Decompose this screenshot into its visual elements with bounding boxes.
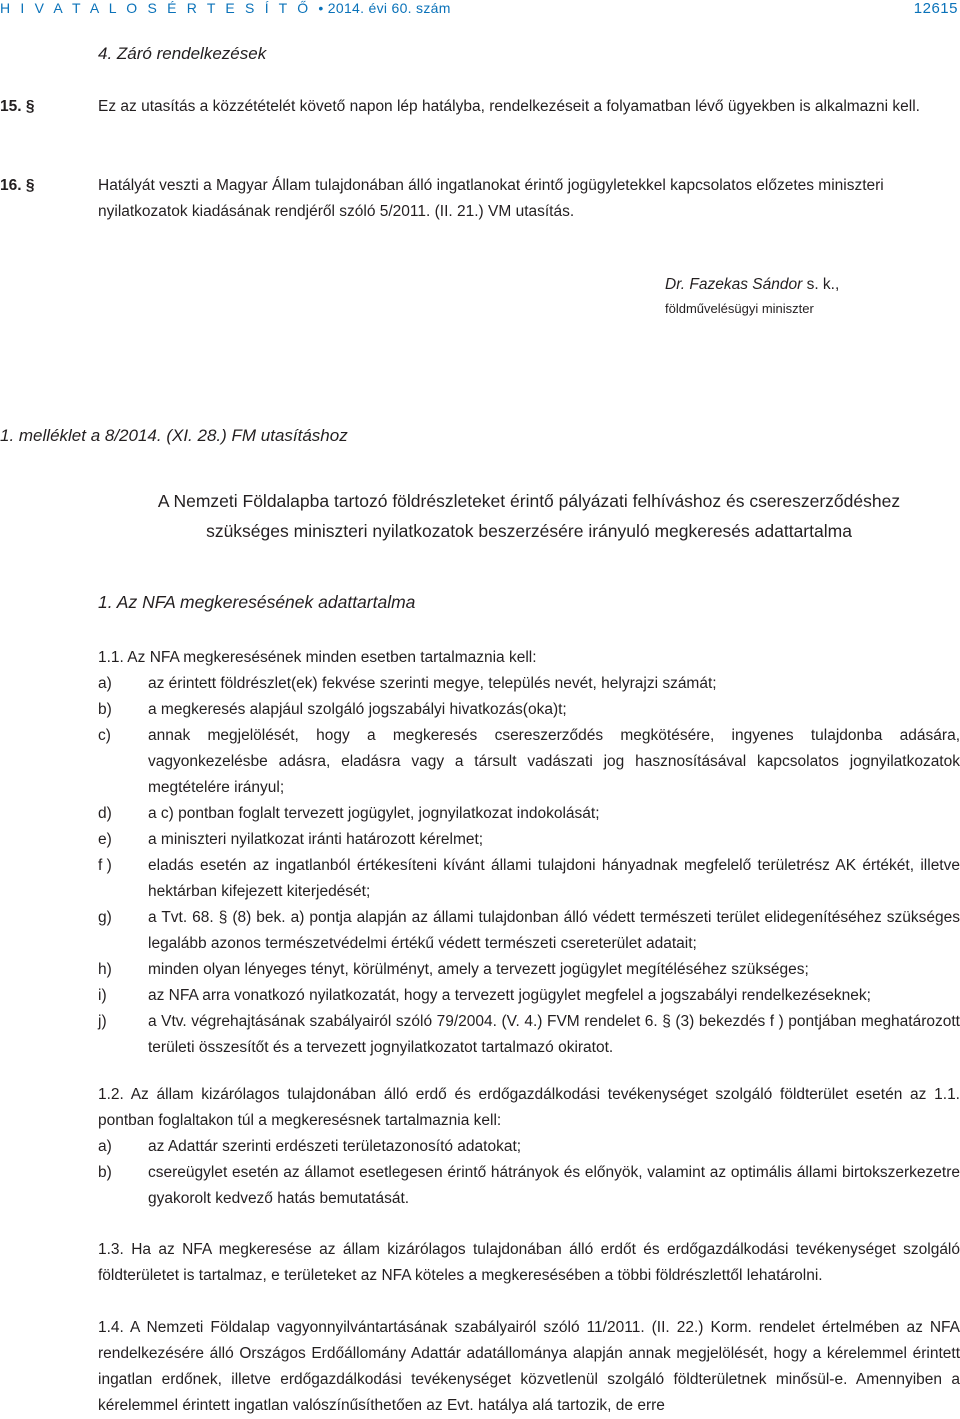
list-item: [98, 853, 960, 905]
list-item-label: g): [98, 909, 112, 926]
paragraph-1-2-intro: 1.2. Az állam kizárólagos tulajdonában álló erdő és erdőgazdálkodási tevékenységet szolgáló földterület esetén az 1.1. pontban foglaltakon túl a megkeresésnek tartalmaznia kell:: [98, 1086, 960, 1129]
list-item: [98, 697, 960, 723]
section-text: Hatályát veszti a Magyar Állam tulajdonában álló ingatlanokat érintő jogügyletekkel kapcsolatos előzetes miniszteri nyilatkozatok kiadásának rendjéről szóló 5/2011. (II. 21.) VM utasítás.: [98, 177, 884, 220]
list-item-label: h): [98, 961, 112, 978]
list-item-text: eladás esetén az ingatlanból értékesíteni kívánt állami tulajdoni hányadnak megfelelő területrész AK értékét, illetve hektárban kifejezett kiterjedését;: [148, 857, 960, 900]
list-item-text: a megkeresés alapjául szolgáló jogszabályi hivatkozás(oka)t;: [148, 701, 567, 718]
journal-header: [0, 0, 451, 16]
document-title: [98, 486, 960, 546]
list-item: [98, 983, 960, 1009]
document-title-line-2: szükséges miniszteri nyilatkozatok beszerzésére irányuló megkeresés adattartalma: [206, 521, 852, 541]
list-item-label: b): [98, 701, 112, 718]
list-item-text: a Tvt. 68. § (8) bek. a) pontja alapján az állami tulajdonban álló védett természeti terület elidegenítéséhez szükséges legalább azonos természetvédelmi értékű védett természeti csereterület adatait;: [148, 909, 960, 952]
list-item-label: a): [98, 675, 112, 692]
list-item-label: i): [98, 987, 107, 1004]
list-item-label: a): [98, 1138, 112, 1155]
list-item: [98, 905, 960, 957]
signatory-suffix: s. k.,: [802, 276, 840, 293]
list-item: [98, 1160, 960, 1212]
list-item-label: j): [98, 1013, 107, 1030]
signatory-title: földművelésügyi miniszter: [665, 301, 814, 316]
list-item-text: az Adattár szerinti erdészeti területazonosító adatokat;: [148, 1138, 522, 1155]
list-item-label: c): [98, 727, 111, 744]
section-heading: 4. Záró rendelkezések: [98, 44, 267, 63]
subsection-title: 1. Az NFA megkeresésének adattartalma: [98, 592, 416, 612]
list-item-text: az érintett földrészlet(ek) fekvése szerinti megye, település nevét, helyrajzi számát;: [148, 675, 717, 692]
list-item: [98, 827, 960, 853]
list-item: [98, 957, 960, 983]
list-item-text: minden olyan lényeges tényt, körülményt, amely a tervezett jogügylet megítéléséhez szükséges;: [148, 961, 809, 978]
list-item: [98, 1009, 960, 1061]
list-item-text: csereügylet esetén az államot esetlegesen érintő hátrányok és előnyök, valamint az optimális állami birtokszerkezetre gyakorolt kedvező hatás bemutatását.: [148, 1164, 960, 1207]
section-text: Ez az utasítás a közzétételét követő napon lép hatályba, rendelkezéseit a folyamatban lévő ügyekben is alkalmazni kell.: [98, 98, 920, 115]
list-item: [98, 671, 960, 697]
page-number: 12615: [913, 0, 958, 17]
list-item: [98, 801, 960, 827]
list-item-text: az NFA arra vonatkozó nyilatkozatát, hogy a tervezett jogügylet megfelel a jogszabályi rendelkezéseknek;: [148, 987, 871, 1004]
issue-info: • 2014. évi 60. szám: [318, 0, 451, 16]
list-item: [98, 1134, 960, 1160]
list-item-text: a miniszteri nyilatkozat iránti határozott kérelmet;: [148, 831, 484, 848]
paragraph-1-3: 1.3. Ha az NFA megkeresése az állam kizárólagos tulajdonában álló erdőt és erdőgazdálkodási tevékenységet szolgáló földterületet is tartalmaz, e területeket az NFA köteles a megkeresésében a többi földrészlettől lehatárolni.: [98, 1241, 960, 1284]
document-title-line-1: A Nemzeti Földalapba tartozó földrészleteket érintő pályázati felhíváshoz és csereszerződéshez: [157, 491, 901, 511]
page-header: [0, 0, 960, 22]
paragraph-1-4: 1.4. A Nemzeti Földalap vagyonnyilvántartásának szabályairól szóló 11/2011. (II. 22.) Korm. rendelet értelmében az NFA rendelkezésére álló Országos Erdőállomány Adattár adatállománya alapján annak megjelölését, hogy a kérelemmel érintett ingatlan erdőnek, illetve erdőgazdálkodási tevékenységet közvetlenül szolgáló földterületnek minősül-e. Amennyiben a kérelemmel érintett ingatlan valószínűsíthetően az Evt. hatálya alá tartozik, de erre: [98, 1319, 960, 1414]
list-item-label: d): [98, 805, 112, 822]
list-item-label: f ): [98, 857, 112, 874]
signatory-name: Dr. Fazekas Sándor: [665, 276, 803, 293]
list-item-text: annak megjelölését, hogy a megkeresés csereszerződés megkötésére, ingyenes tulajdonba adására, vagyonkezelésbe adásra, eladásra vagy a társult vadászati jog hasznosításával kapcsolatos jognyilatkozatok megtételére irányul;: [148, 727, 960, 796]
annex-title: 1. melléklet a 8/2014. (XI. 28.) FM utasításhoz: [0, 426, 348, 445]
section-number: 16. §: [0, 177, 35, 194]
paragraph-1-1-intro: 1.1. Az NFA megkeresésének minden esetben tartalmaznia kell:: [98, 649, 537, 666]
list-item-text: a c) pontban foglalt tervezett jogügylet, jognyilatkozat indokolását;: [148, 805, 600, 822]
list-item-text: a Vtv. végrehajtásának szabályairól szóló 79/2004. (V. 4.) FVM rendelet 6. § (3) bekezdés f ) pontjában meghatározott területi összesítőt és a tervezett jognyilatkozatot tartalmazó okiratot.: [148, 1013, 960, 1056]
list-item: [98, 723, 960, 801]
signature-name-line: [665, 276, 839, 294]
list-item-label: b): [98, 1164, 112, 1181]
list-item-label: e): [98, 831, 112, 848]
section-number: 15. §: [0, 98, 35, 115]
journal-title: H I V A T A L O S É R T E S Í T Ő: [0, 0, 312, 16]
